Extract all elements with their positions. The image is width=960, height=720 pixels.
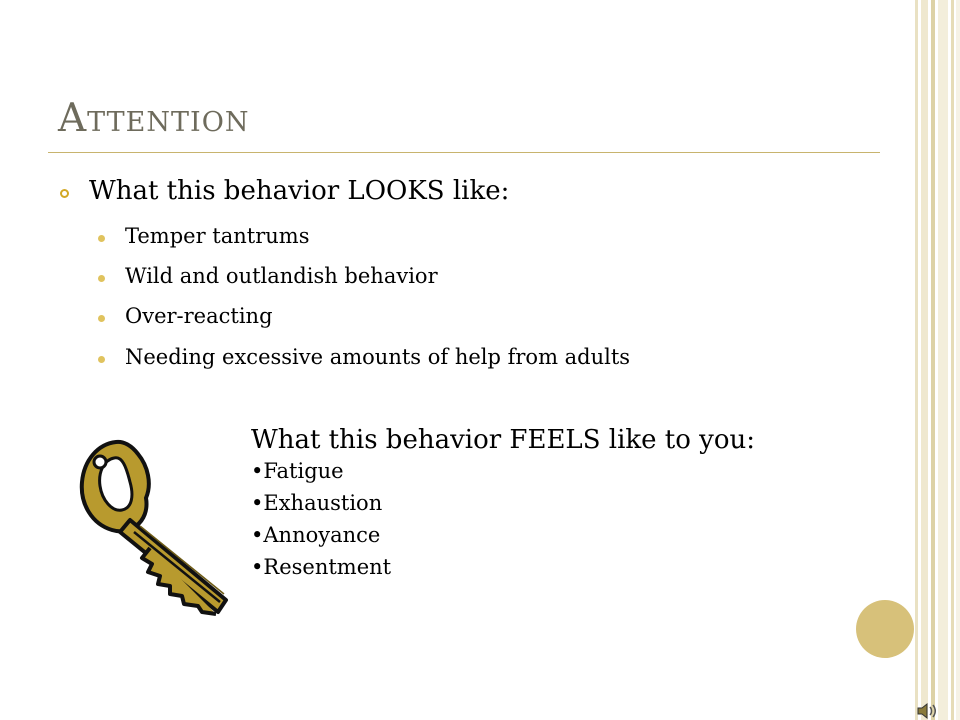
dot-bullet-icon bbox=[98, 235, 105, 242]
list-item-text: Wild and outlandish behavior bbox=[125, 264, 438, 288]
decorative-stripes bbox=[915, 0, 960, 720]
circle-button[interactable] bbox=[856, 600, 914, 658]
list-item-text: Needing excessive amounts of help from adults bbox=[125, 345, 631, 369]
feels-heading: What this behavior FEELS like to you: bbox=[251, 425, 756, 455]
feels-section bbox=[251, 425, 755, 583]
stripe bbox=[938, 0, 948, 720]
feels-item: •Resentment bbox=[251, 555, 392, 579]
dot-bullet-icon bbox=[98, 275, 105, 282]
feels-item: •Annoyance bbox=[251, 523, 381, 547]
stripe bbox=[921, 0, 928, 720]
list-item-text: Over-reacting bbox=[125, 304, 273, 328]
main-bullet-text: What this behavior LOOKS like: bbox=[89, 176, 510, 206]
list-item-text: Temper tantrums bbox=[125, 224, 310, 248]
stripe bbox=[915, 0, 918, 720]
key-icon bbox=[78, 436, 238, 618]
dot-bullet-icon bbox=[98, 356, 105, 363]
feels-item: •Fatigue bbox=[251, 459, 344, 483]
slide-title: Attention bbox=[58, 96, 250, 141]
stripe bbox=[951, 0, 954, 720]
stripe bbox=[956, 0, 960, 720]
circle-bullet-icon bbox=[60, 189, 69, 198]
title-divider bbox=[48, 152, 880, 153]
feels-item: •Exhaustion bbox=[251, 491, 383, 515]
stripe bbox=[931, 0, 935, 720]
dot-bullet-icon bbox=[98, 315, 105, 322]
speaker-icon[interactable] bbox=[916, 702, 938, 720]
